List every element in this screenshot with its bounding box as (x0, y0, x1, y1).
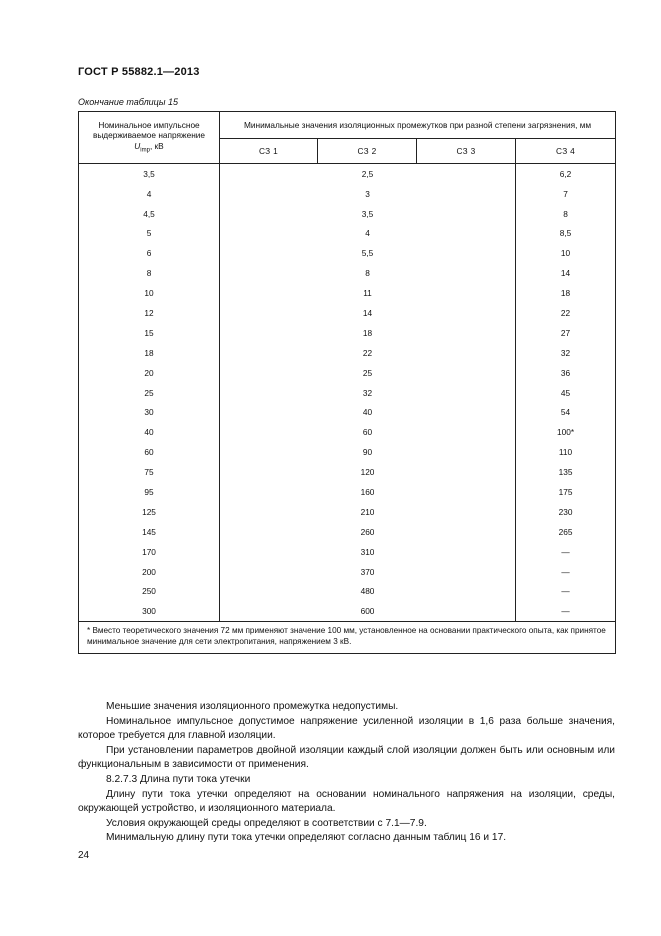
clearance-cz4-cell: — (516, 602, 616, 622)
voltage-cell: 95 (79, 482, 220, 502)
table-row (79, 423, 616, 443)
clearance-cz4-cell: 135 (516, 462, 616, 482)
clearance-cz4-cell: 45 (516, 383, 616, 403)
voltage-cell: 145 (79, 522, 220, 542)
pollution-degree-header: СЗ 3 (417, 139, 516, 164)
clearance-cz4-cell: — (516, 542, 616, 562)
clearance-cz1-3-cell: 40 (220, 403, 516, 423)
table-row (79, 522, 616, 542)
clearance-cz1-3-cell: 4 (220, 224, 516, 244)
table-row (79, 263, 616, 283)
clearance-cz1-3-cell: 3,5 (220, 204, 516, 224)
voltage-cell: 170 (79, 542, 220, 562)
voltage-cell: 3,5 (79, 164, 220, 184)
voltage-cell: 40 (79, 423, 220, 443)
paragraph: Минимальную длину пути тока утечки определяют согласно данным таблиц 16 и 17. (106, 832, 507, 844)
clearance-cz1-3-cell: 11 (220, 283, 516, 303)
voltage-cell: 60 (79, 442, 220, 462)
voltage-symbol-subscript: imp (140, 147, 150, 154)
table-row (79, 363, 616, 383)
clearance-cz1-3-cell: 90 (220, 442, 516, 462)
clearance-cz4-cell: 18 (516, 283, 616, 303)
clearance-cz1-3-cell: 3 (220, 184, 516, 204)
paragraph: Условия окружающей среды определяют в соответствии с 7.1—7.9. (106, 817, 427, 829)
pollution-degree-header: СЗ 2 (318, 139, 417, 164)
clearance-cz1-3-cell: 310 (220, 542, 516, 562)
table-row (79, 542, 616, 562)
clearance-cz1-3-cell: 480 (220, 582, 516, 602)
pollution-degree-header: СЗ 4 (516, 139, 616, 164)
voltage-column-header (79, 112, 220, 164)
clearance-group-header: Минимальные значения изоляционных промежутков при разной степени загрязнения, мм (220, 112, 616, 139)
table-row (79, 283, 616, 303)
section-heading: 8.2.7.3 Длина пути тока утечки (106, 773, 251, 785)
voltage-cell: 20 (79, 363, 220, 383)
clearance-table (78, 111, 616, 654)
clearance-cz4-cell: — (516, 582, 616, 602)
clearance-cz4-cell: 265 (516, 522, 616, 542)
body-text (78, 700, 615, 846)
table-row (79, 204, 616, 224)
clearance-cz4-cell: 22 (516, 303, 616, 323)
table-row (79, 184, 616, 204)
clearance-cz1-3-cell: 600 (220, 602, 516, 622)
clearance-cz1-3-cell: 2,5 (220, 164, 516, 184)
clearance-cz1-3-cell: 14 (220, 303, 516, 323)
voltage-cell: 30 (79, 403, 220, 423)
table-row (79, 403, 616, 423)
table-row (79, 244, 616, 264)
table-footnote: * Вместо теоретического значения 72 мм применяют значение 100 мм, установленное на основании практического опыта, как принятое минимальное значение для сети электропитания, напряжением 3 кВ. (79, 622, 616, 654)
clearance-cz4-cell: 175 (516, 482, 616, 502)
document-header: ГОСТ Р 55882.1—2013 (78, 66, 200, 78)
clearance-cz4-cell: 6,2 (516, 164, 616, 184)
clearance-cz1-3-cell: 18 (220, 323, 516, 343)
clearance-cz4-cell: 7 (516, 184, 616, 204)
table-row (79, 502, 616, 522)
clearance-cz1-3-cell: 22 (220, 343, 516, 363)
clearance-cz4-cell: — (516, 562, 616, 582)
voltage-cell: 250 (79, 582, 220, 602)
clearance-cz4-cell: 10 (516, 244, 616, 264)
clearance-cz4-cell: 32 (516, 343, 616, 363)
clearance-cz1-3-cell: 32 (220, 383, 516, 403)
clearance-cz1-3-cell: 260 (220, 522, 516, 542)
voltage-cell: 5 (79, 224, 220, 244)
clearance-cz1-3-cell: 5,5 (220, 244, 516, 264)
clearance-cz1-3-cell: 60 (220, 423, 516, 443)
paragraph: Номинальное импульсное допустимое напряжение усиленной изоляции в 1,6 раза больше значения, которое требуется для главной изоляции. (78, 715, 615, 742)
table-row (79, 303, 616, 323)
page-number: 24 (78, 850, 90, 861)
table-row (79, 224, 616, 244)
clearance-cz4-cell: 8,5 (516, 224, 616, 244)
clearance-cz1-3-cell: 8 (220, 263, 516, 283)
table-row (79, 442, 616, 462)
voltage-cell: 200 (79, 562, 220, 582)
paragraph: Длину пути тока утечки определяют на основании номинального напряжения на изоляции, среды, окружающей устройство, и изоляционного материала. (78, 788, 615, 815)
voltage-cell: 4 (79, 184, 220, 204)
table-row (79, 482, 616, 502)
paragraph: Меньшие значения изоляционного промежутка недопустимы. (106, 701, 399, 712)
clearance-cz1-3-cell: 210 (220, 502, 516, 522)
clearance-cz4-cell: 110 (516, 442, 616, 462)
table-row (79, 562, 616, 582)
voltage-cell: 6 (79, 244, 220, 264)
clearance-cz4-cell: 54 (516, 403, 616, 423)
voltage-cell: 125 (79, 502, 220, 522)
table-row (79, 343, 616, 363)
voltage-cell: 25 (79, 383, 220, 403)
voltage-cell: 10 (79, 283, 220, 303)
table-row (79, 164, 616, 184)
voltage-cell: 12 (79, 303, 220, 323)
voltage-cell: 75 (79, 462, 220, 482)
voltage-header-text: Номинальное импульсное выдерживаемое напряжение (92, 120, 206, 141)
clearance-cz1-3-cell: 120 (220, 462, 516, 482)
voltage-symbol: U (134, 140, 141, 151)
clearance-cz1-3-cell: 370 (220, 562, 516, 582)
voltage-cell: 300 (79, 602, 220, 622)
table-row (79, 323, 616, 343)
table-row (79, 602, 616, 622)
table-row (79, 462, 616, 482)
clearance-cz4-cell: 100* (516, 423, 616, 443)
clearance-cz1-3-cell: 160 (220, 482, 516, 502)
voltage-cell: 18 (79, 343, 220, 363)
clearance-cz4-cell: 230 (516, 502, 616, 522)
pollution-degree-header: СЗ 1 (220, 139, 318, 164)
clearance-cz4-cell: 14 (516, 263, 616, 283)
table-row (79, 582, 616, 602)
table-caption: Окончание таблицы 15 (78, 97, 178, 107)
clearance-cz4-cell: 8 (516, 204, 616, 224)
voltage-unit: , кВ (149, 140, 164, 151)
voltage-cell: 8 (79, 263, 220, 283)
voltage-cell: 4,5 (79, 204, 220, 224)
clearance-cz4-cell: 27 (516, 323, 616, 343)
clearance-cz4-cell: 36 (516, 363, 616, 383)
paragraph: При установлении параметров двойной изоляции каждый слой изоляции должен быть или основным или функциональным в зависимости от применения. (78, 744, 615, 771)
table-row (79, 383, 616, 403)
voltage-cell: 15 (79, 323, 220, 343)
clearance-cz1-3-cell: 25 (220, 363, 516, 383)
